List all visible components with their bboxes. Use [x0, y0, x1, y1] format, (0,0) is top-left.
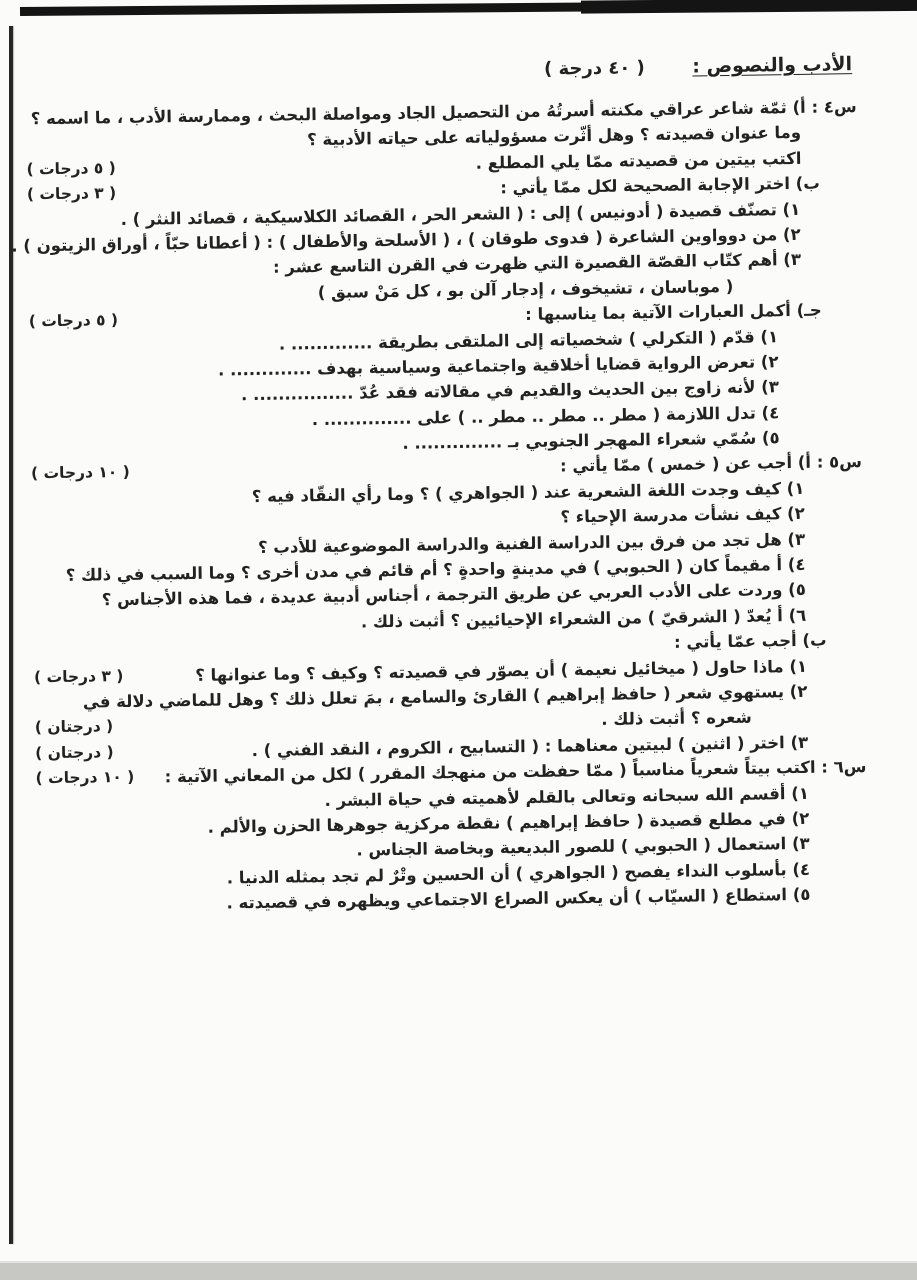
exam-line-text: ( موباسان ، تشيخوف ، إدجار آلن بو ، كل مَنْ سبق ) [317, 276, 734, 302]
exam-line-text: جـ) أكمل العبارات الآتية بما يناسبها : [525, 300, 822, 325]
exam-line-text: ب) أجب عمّا يأتي : [673, 630, 827, 653]
scan-edge-bottom [0, 1261, 917, 1280]
exam-line-text: ١) ماذا حاول ( ميخائيل نعيمة ) أن يصوّر في قصيدته ؟ وكيف ؟ وما عنوانها ؟ [195, 656, 808, 685]
exam-line-text: ٤) تدل اللازمة ( مطر .. مطر .. مطر .. ) على .............. . [311, 402, 780, 429]
exam-line-text: ١) تصنّف قصيدة ( أدونيس ) إلى : ( الشعر الحر ، القصائد الكلاسيكية ، قصائد النثر ) . [120, 199, 801, 229]
exam-line-text: ١) كيف وجدت اللغة الشعرية عند ( الجواهري ) ؟ وما رأي النقّاد فيه ؟ [251, 478, 805, 506]
exam-line-text: ب) اختر الإجابة الصحيحة لكل ممّا يأتي : [500, 173, 820, 198]
exam-line-text: ٣) استعمال ( الحبوبي ) للصور البديعية وبخاصة الجناس . [356, 834, 810, 860]
exam-header [0, 0, 912, 91]
marks-badge: ( ١٠ درجات ) [35, 768, 135, 788]
section-total-marks: ( ٤٠ درجة ) [543, 57, 645, 80]
exam-line-text: س٥ : أ) أجب عن ( خمس ) ممّا يأتي : [559, 452, 863, 476]
exam-line-text: ٥) استطاع ( السيّاب ) أن يعكس الصراع الاجتماعي ويظهره في قصيدته . [226, 884, 811, 913]
exam-line-text: ٢) من دوواوين الشاعرة ( فدوى طوقان ) ، ( الأسلحة والأطفال ) : ( أعطانا حبّاً ، أوراق الزيتون ) . [11, 224, 801, 256]
exam-line-text: ٥) سُمّي شعراء المهجر الجنوبي بـ .............. . [402, 428, 780, 453]
marks-badge: ( ٥ درجات ) [28, 311, 119, 331]
marks-badge: ( ٣ درجات ) [33, 666, 124, 686]
exam-line-text: س٦ : اكتب بيتاً شعرياً مناسباً ( ممّا حفظت من منهجك المقرر ) لكل من المعاني الآتية : [164, 757, 867, 787]
exam-line-text: ٣) هل تجد من فرق بين الدراسة الفنية والدراسة الموضوعية للأدب ؟ [257, 529, 806, 557]
exam-line-text: س٤ : أ) ثمّة شاعر عراقي مكنته أسرتُهُ من التحصيل الجاد ومواصلة البحث ، وممارسة الأدب ، ما اسمه ؟ [30, 97, 857, 129]
marks-badge: ( ٥ درجات ) [26, 158, 116, 179]
exam-line-text: ٤) أ مقيماً كان ( الحبوبي ) في مدينةٍ واحدةٍ ؟ أم قائم في مدن أخرى ؟ وما السبب في ذلك ؟ [65, 554, 806, 585]
exam-line-text: ٣) اختر ( اثنين ) لبيتين معناهما : ( التسابيح ، الكروم ، النقد الفني ) . [251, 732, 809, 760]
exam-line-text: ٦) أ يُعدّ ( الشرقيّ ) من الشعراء الإحيائيين ؟ أثبت ذلك . [360, 605, 807, 632]
marks-badge: ( ٣ درجات ) [26, 184, 117, 204]
exam-line-text: وما عنوان قصيدته ؟ وهل أثّرت مسؤولياته على حياته الأدبية ؟ [306, 123, 802, 150]
exam-line-text: اكتب بيتين من قصيدته ممّا يلي المطلع . [475, 148, 802, 173]
exam-line-text: ٢) تعرض الرواية قضايا أخلاقية واجتماعية وسياسية بهدف ............. . [217, 352, 779, 380]
exam-line-text: ٢) يستهوي شعر ( حافظ إبراهيم ) القارئ والسامع ، بمَ تعلل ذلك ؟ وهل للماضي دلالة في [82, 681, 808, 712]
marks-badge: ( درجتان ) [34, 717, 114, 737]
exam-line-text: ٣) أهم كتّاب القصّة القصيرة التي ظهرت في القرن التاسع عشر : [272, 250, 802, 278]
section-title: الأدب والنصوص : [692, 53, 853, 78]
exam-line-text: ٣) لأنه زاوج بين الحديث والقديم في مقالاته فقد عُدّ ................ . [240, 377, 779, 405]
exam-line-text: ٤) بأسلوب النداء يفصح ( الجواهري ) أن الحسين وتْرٌ لم تجد بمثله الدنيا . [226, 859, 811, 888]
exam-body [0, 93, 917, 919]
exam-line-text: ١) قدّم ( التكرلي ) شخصياته إلى الملتقى بطريقة ............. . [278, 326, 779, 354]
exam-line-text: ٥) وردت على الأدب العربي عن طريق الترجمة ، أجناس أدبية عديدة ، فما هذه الأجناس ؟ [101, 580, 806, 610]
exam-line-text: ١) أقسم الله سبحانه وتعالى بالقلم لأهميته في حياة البشر . [324, 783, 810, 810]
exam-line-text: ٢) في مطلع قصيدة ( حافظ إبراهيم ) نقطة مركزية جوهرها الحزن والألم . [207, 808, 810, 837]
exam-line-text: ٢) كيف نشأت مدرسة الإحياء ؟ [560, 504, 805, 527]
exam-line-text: شعره ؟ أثبت ذلك . [601, 708, 752, 730]
marks-badge: ( درجتان ) [35, 742, 114, 763]
marks-badge: ( ١٠ درجات ) [30, 463, 130, 483]
